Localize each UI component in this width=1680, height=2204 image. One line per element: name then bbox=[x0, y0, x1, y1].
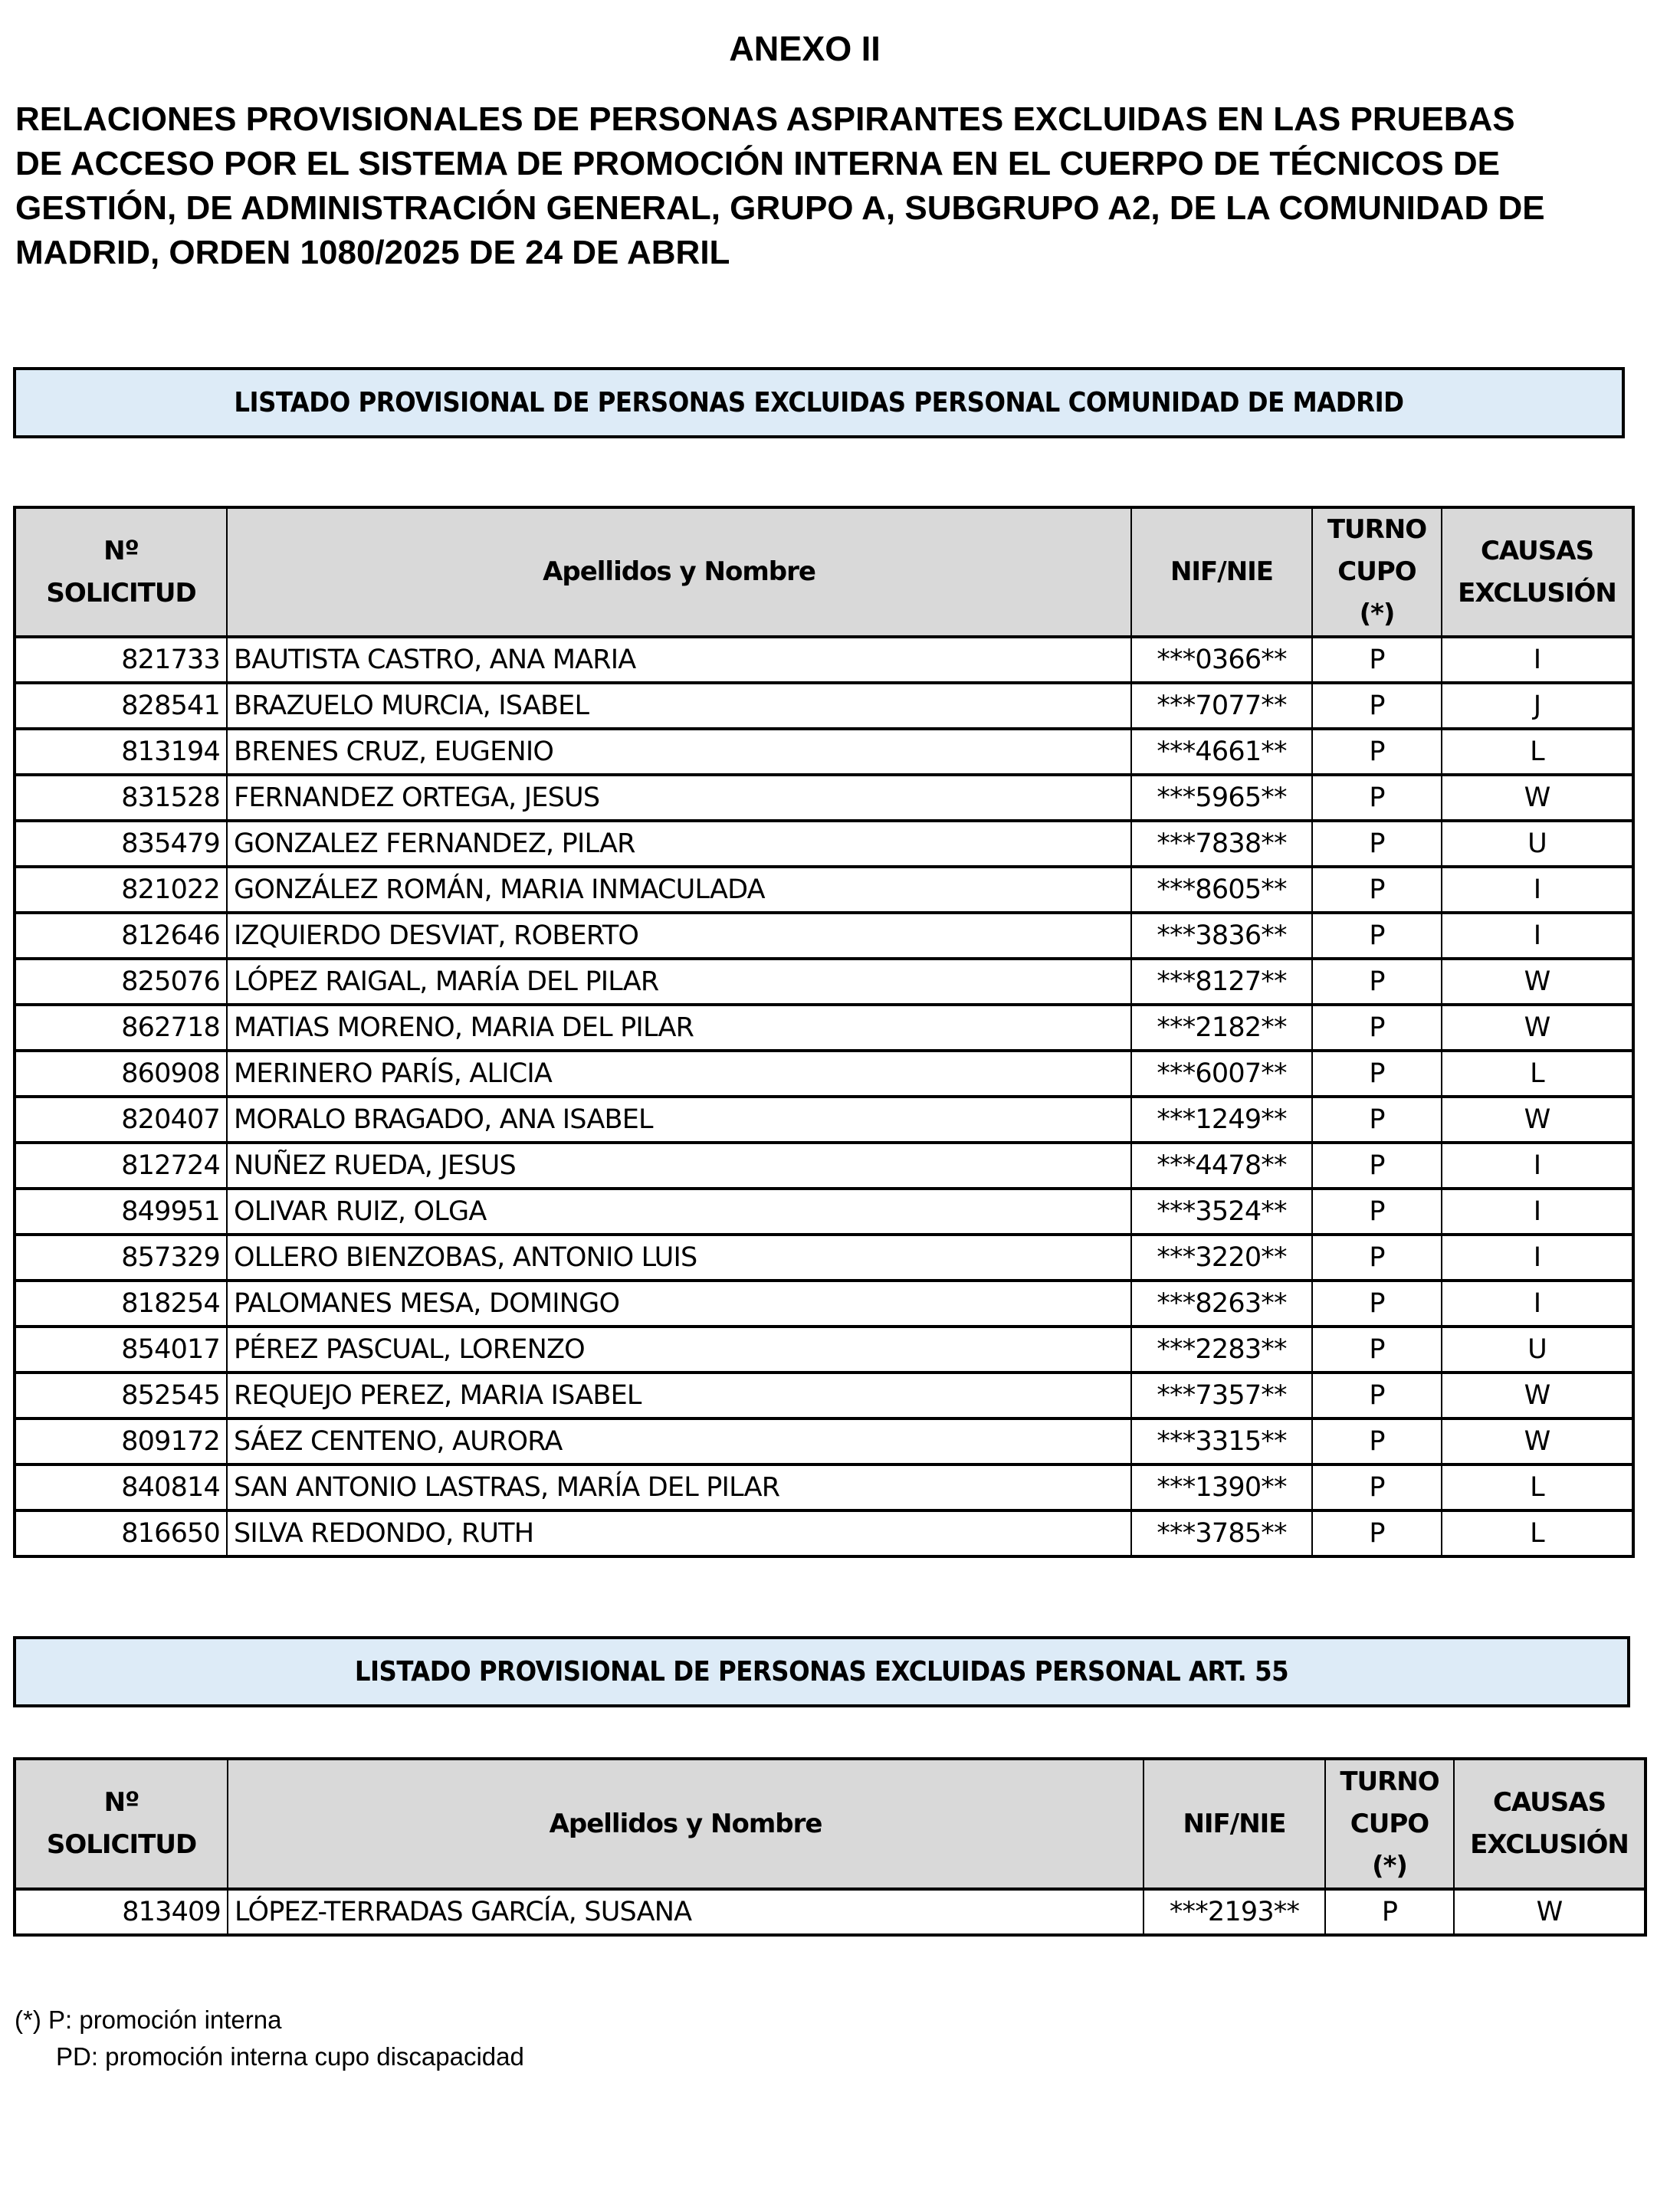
cell-turno: P bbox=[1312, 683, 1442, 729]
cell-solicitud: 857329 bbox=[15, 1235, 227, 1281]
footnote-line-pd: PD: promoción interna cupo discapacidad bbox=[56, 2042, 524, 2071]
cell-solicitud: 852545 bbox=[15, 1373, 227, 1418]
cell-name: PALOMANES MESA, DOMINGO bbox=[227, 1281, 1131, 1327]
cell-solicitud: 809172 bbox=[15, 1418, 227, 1464]
column-header-turno: TURNO CUPO (*) bbox=[1325, 1759, 1454, 1889]
cell-nif: ***2283** bbox=[1131, 1327, 1312, 1373]
cell-causa: W bbox=[1442, 959, 1633, 1005]
cell-causa: W bbox=[1442, 1097, 1633, 1143]
cell-causa: W bbox=[1442, 1418, 1633, 1464]
table-row bbox=[15, 1327, 1633, 1373]
cell-nif: ***4478** bbox=[1131, 1143, 1312, 1189]
table-row bbox=[15, 1005, 1633, 1051]
document-title-line: DE ACCESO POR EL SISTEMA DE PROMOCIÓN INTERNA EN EL CUERPO DE TÉCNICOS DE bbox=[15, 145, 1501, 182]
cell-nif: ***6007** bbox=[1131, 1051, 1312, 1097]
column-header-solicitud: Nº SOLICITUD bbox=[15, 507, 227, 637]
table-row bbox=[15, 821, 1633, 867]
column-header-nif: NIF/NIE bbox=[1144, 1759, 1325, 1889]
cell-causa: U bbox=[1442, 1327, 1633, 1373]
column-header-causas: CAUSAS EXCLUSIÓN bbox=[1442, 507, 1633, 637]
cell-causa: L bbox=[1442, 1464, 1633, 1510]
cell-causa: L bbox=[1442, 1051, 1633, 1097]
cell-causa: W bbox=[1442, 1373, 1633, 1418]
table-row bbox=[15, 959, 1633, 1005]
cell-name: OLIVAR RUIZ, OLGA bbox=[227, 1189, 1131, 1235]
table-row bbox=[15, 683, 1633, 729]
cell-causa: I bbox=[1442, 637, 1633, 683]
cell-name: SAN ANTONIO LASTRAS, MARÍA DEL PILAR bbox=[227, 1464, 1131, 1510]
column-header-solicitud: Nº SOLICITUD bbox=[15, 1759, 228, 1889]
cell-turno: P bbox=[1312, 1235, 1442, 1281]
column-header-causas: CAUSAS EXCLUSIÓN bbox=[1454, 1759, 1646, 1889]
cell-nif: ***4661** bbox=[1131, 729, 1312, 775]
cell-causa: I bbox=[1442, 1143, 1633, 1189]
table-header-row bbox=[15, 1759, 1646, 1889]
cell-nif: ***8127** bbox=[1131, 959, 1312, 1005]
cell-turno: P bbox=[1325, 1889, 1454, 1935]
cell-causa: L bbox=[1442, 729, 1633, 775]
cell-name: MORALO BRAGADO, ANA ISABEL bbox=[227, 1097, 1131, 1143]
table-body bbox=[15, 637, 1633, 1556]
cell-nif: ***1249** bbox=[1131, 1097, 1312, 1143]
cell-name: BRAZUELO MURCIA, ISABEL bbox=[227, 683, 1131, 729]
cell-turno: P bbox=[1312, 1418, 1442, 1464]
cell-turno: P bbox=[1312, 821, 1442, 867]
cell-solicitud: 860908 bbox=[15, 1051, 227, 1097]
cell-name: SÁEZ CENTENO, AURORA bbox=[227, 1418, 1131, 1464]
document-title bbox=[15, 97, 1632, 275]
cell-solicitud: 831528 bbox=[15, 775, 227, 821]
cell-turno: P bbox=[1312, 959, 1442, 1005]
cell-name: REQUEJO PEREZ, MARIA ISABEL bbox=[227, 1373, 1131, 1418]
cell-name: MERINERO PARÍS, ALICIA bbox=[227, 1051, 1131, 1097]
cell-solicitud: 820407 bbox=[15, 1097, 227, 1143]
excluded-list-table-comunidad-madrid bbox=[13, 506, 1635, 1558]
table-row bbox=[15, 1189, 1633, 1235]
cell-name: NUÑEZ RUEDA, JESUS bbox=[227, 1143, 1131, 1189]
table-row bbox=[15, 1097, 1633, 1143]
table-row bbox=[15, 867, 1633, 913]
cell-turno: P bbox=[1312, 1373, 1442, 1418]
column-header-name: Apellidos y Nombre bbox=[227, 507, 1131, 637]
cell-causa: W bbox=[1442, 1005, 1633, 1051]
cell-causa: I bbox=[1442, 913, 1633, 959]
table-row bbox=[15, 1418, 1633, 1464]
table-row bbox=[15, 1051, 1633, 1097]
cell-solicitud: 840814 bbox=[15, 1464, 227, 1510]
document-title-line: MADRID, ORDEN 1080/2025 DE 24 DE ABRIL bbox=[15, 234, 730, 271]
cell-turno: P bbox=[1312, 1327, 1442, 1373]
cell-nif: ***3220** bbox=[1131, 1235, 1312, 1281]
cell-turno: P bbox=[1312, 1051, 1442, 1097]
cell-solicitud: 812724 bbox=[15, 1143, 227, 1189]
cell-name: IZQUIERDO DESVIAT, ROBERTO bbox=[227, 913, 1131, 959]
cell-turno: P bbox=[1312, 867, 1442, 913]
column-header-nif: NIF/NIE bbox=[1131, 507, 1312, 637]
cell-nif: ***7077** bbox=[1131, 683, 1312, 729]
cell-turno: P bbox=[1312, 775, 1442, 821]
cell-nif: ***8605** bbox=[1131, 867, 1312, 913]
cell-solicitud: 849951 bbox=[15, 1189, 227, 1235]
section-title-text: LISTADO PROVISIONAL DE PERSONAS EXCLUIDAS PERSONAL COMUNIDAD DE MADRID bbox=[234, 387, 1404, 418]
cell-turno: P bbox=[1312, 1464, 1442, 1510]
cell-name: OLLERO BIENZOBAS, ANTONIO LUIS bbox=[227, 1235, 1131, 1281]
cell-nif: ***2193** bbox=[1144, 1889, 1325, 1935]
cell-solicitud: 816650 bbox=[15, 1510, 227, 1556]
table-row bbox=[15, 1281, 1633, 1327]
cell-solicitud: 862718 bbox=[15, 1005, 227, 1051]
document-title-line: GESTIÓN, DE ADMINISTRACIÓN GENERAL, GRUPO A, SUBGRUPO A2, DE LA COMUNIDAD DE bbox=[15, 189, 1545, 227]
cell-turno: P bbox=[1312, 1005, 1442, 1051]
cell-causa: L bbox=[1442, 1510, 1633, 1556]
cell-nif: ***3785** bbox=[1131, 1510, 1312, 1556]
cell-nif: ***5965** bbox=[1131, 775, 1312, 821]
table-row bbox=[15, 1373, 1633, 1418]
cell-solicitud: 812646 bbox=[15, 913, 227, 959]
cell-turno: P bbox=[1312, 637, 1442, 683]
annex-heading: ANEXO II bbox=[729, 29, 881, 68]
table-row bbox=[15, 637, 1633, 683]
cell-solicitud: 821733 bbox=[15, 637, 227, 683]
cell-causa: I bbox=[1442, 1189, 1633, 1235]
cell-solicitud: 825076 bbox=[15, 959, 227, 1005]
cell-nif: ***3836** bbox=[1131, 913, 1312, 959]
table-row bbox=[15, 1464, 1633, 1510]
document-title-line: RELACIONES PROVISIONALES DE PERSONAS ASPIRANTES EXCLUIDAS EN LAS PRUEBAS bbox=[15, 100, 1515, 138]
cell-nif: ***7838** bbox=[1131, 821, 1312, 867]
table-row bbox=[15, 1235, 1633, 1281]
cell-solicitud: 854017 bbox=[15, 1327, 227, 1373]
cell-solicitud: 821022 bbox=[15, 867, 227, 913]
cell-causa: W bbox=[1454, 1889, 1646, 1935]
cell-solicitud: 828541 bbox=[15, 683, 227, 729]
cell-name: GONZALEZ FERNANDEZ, PILAR bbox=[227, 821, 1131, 867]
cell-causa: I bbox=[1442, 1281, 1633, 1327]
cell-turno: P bbox=[1312, 1097, 1442, 1143]
cell-nif: ***8263** bbox=[1131, 1281, 1312, 1327]
table-row bbox=[15, 775, 1633, 821]
cell-name: LÓPEZ RAIGAL, MARÍA DEL PILAR bbox=[227, 959, 1131, 1005]
cell-name: LÓPEZ-TERRADAS GARCÍA, SUSANA bbox=[228, 1889, 1144, 1935]
table-row bbox=[15, 729, 1633, 775]
cell-nif: ***3315** bbox=[1131, 1418, 1312, 1464]
cell-nif: ***3524** bbox=[1131, 1189, 1312, 1235]
cell-turno: P bbox=[1312, 1510, 1442, 1556]
cell-name: BAUTISTA CASTRO, ANA MARIA bbox=[227, 637, 1131, 683]
cell-causa: J bbox=[1442, 683, 1633, 729]
cell-name: FERNANDEZ ORTEGA, JESUS bbox=[227, 775, 1131, 821]
cell-nif: ***7357** bbox=[1131, 1373, 1312, 1418]
table-body bbox=[15, 1889, 1646, 1935]
cell-name: SILVA REDONDO, RUTH bbox=[227, 1510, 1131, 1556]
cell-nif: ***2182** bbox=[1131, 1005, 1312, 1051]
table-row bbox=[15, 1889, 1646, 1935]
cell-turno: P bbox=[1312, 729, 1442, 775]
table-header-row bbox=[15, 507, 1633, 637]
cell-solicitud: 818254 bbox=[15, 1281, 227, 1327]
cell-name: BRENES CRUZ, EUGENIO bbox=[227, 729, 1131, 775]
cell-turno: P bbox=[1312, 1143, 1442, 1189]
cell-nif: ***0366** bbox=[1131, 637, 1312, 683]
cell-solicitud: 813409 bbox=[15, 1889, 228, 1935]
cell-name: PÉREZ PASCUAL, LORENZO bbox=[227, 1327, 1131, 1373]
section-title-comunidad-madrid bbox=[13, 367, 1625, 438]
table-row bbox=[15, 913, 1633, 959]
cell-solicitud: 835479 bbox=[15, 821, 227, 867]
table-row bbox=[15, 1510, 1633, 1556]
cell-nif: ***1390** bbox=[1131, 1464, 1312, 1510]
section-title-text: LISTADO PROVISIONAL DE PERSONAS EXCLUIDAS PERSONAL ART. 55 bbox=[354, 1656, 1289, 1687]
cell-causa: I bbox=[1442, 867, 1633, 913]
section-title-art-55 bbox=[13, 1636, 1630, 1707]
cell-name: MATIAS MORENO, MARIA DEL PILAR bbox=[227, 1005, 1131, 1051]
cell-causa: U bbox=[1442, 821, 1633, 867]
cell-turno: P bbox=[1312, 1281, 1442, 1327]
cell-name: GONZÁLEZ ROMÁN, MARIA INMACULADA bbox=[227, 867, 1131, 913]
column-header-name: Apellidos y Nombre bbox=[228, 1759, 1144, 1889]
cell-turno: P bbox=[1312, 1189, 1442, 1235]
footnote bbox=[15, 2002, 524, 2075]
footnote-line-p: (*) P: promoción interna bbox=[15, 2006, 282, 2034]
column-header-turno: TURNO CUPO (*) bbox=[1312, 507, 1442, 637]
excluded-list-table-art-55 bbox=[13, 1757, 1647, 1937]
cell-causa: W bbox=[1442, 775, 1633, 821]
cell-causa: I bbox=[1442, 1235, 1633, 1281]
cell-turno: P bbox=[1312, 913, 1442, 959]
cell-solicitud: 813194 bbox=[15, 729, 227, 775]
table-row bbox=[15, 1143, 1633, 1189]
